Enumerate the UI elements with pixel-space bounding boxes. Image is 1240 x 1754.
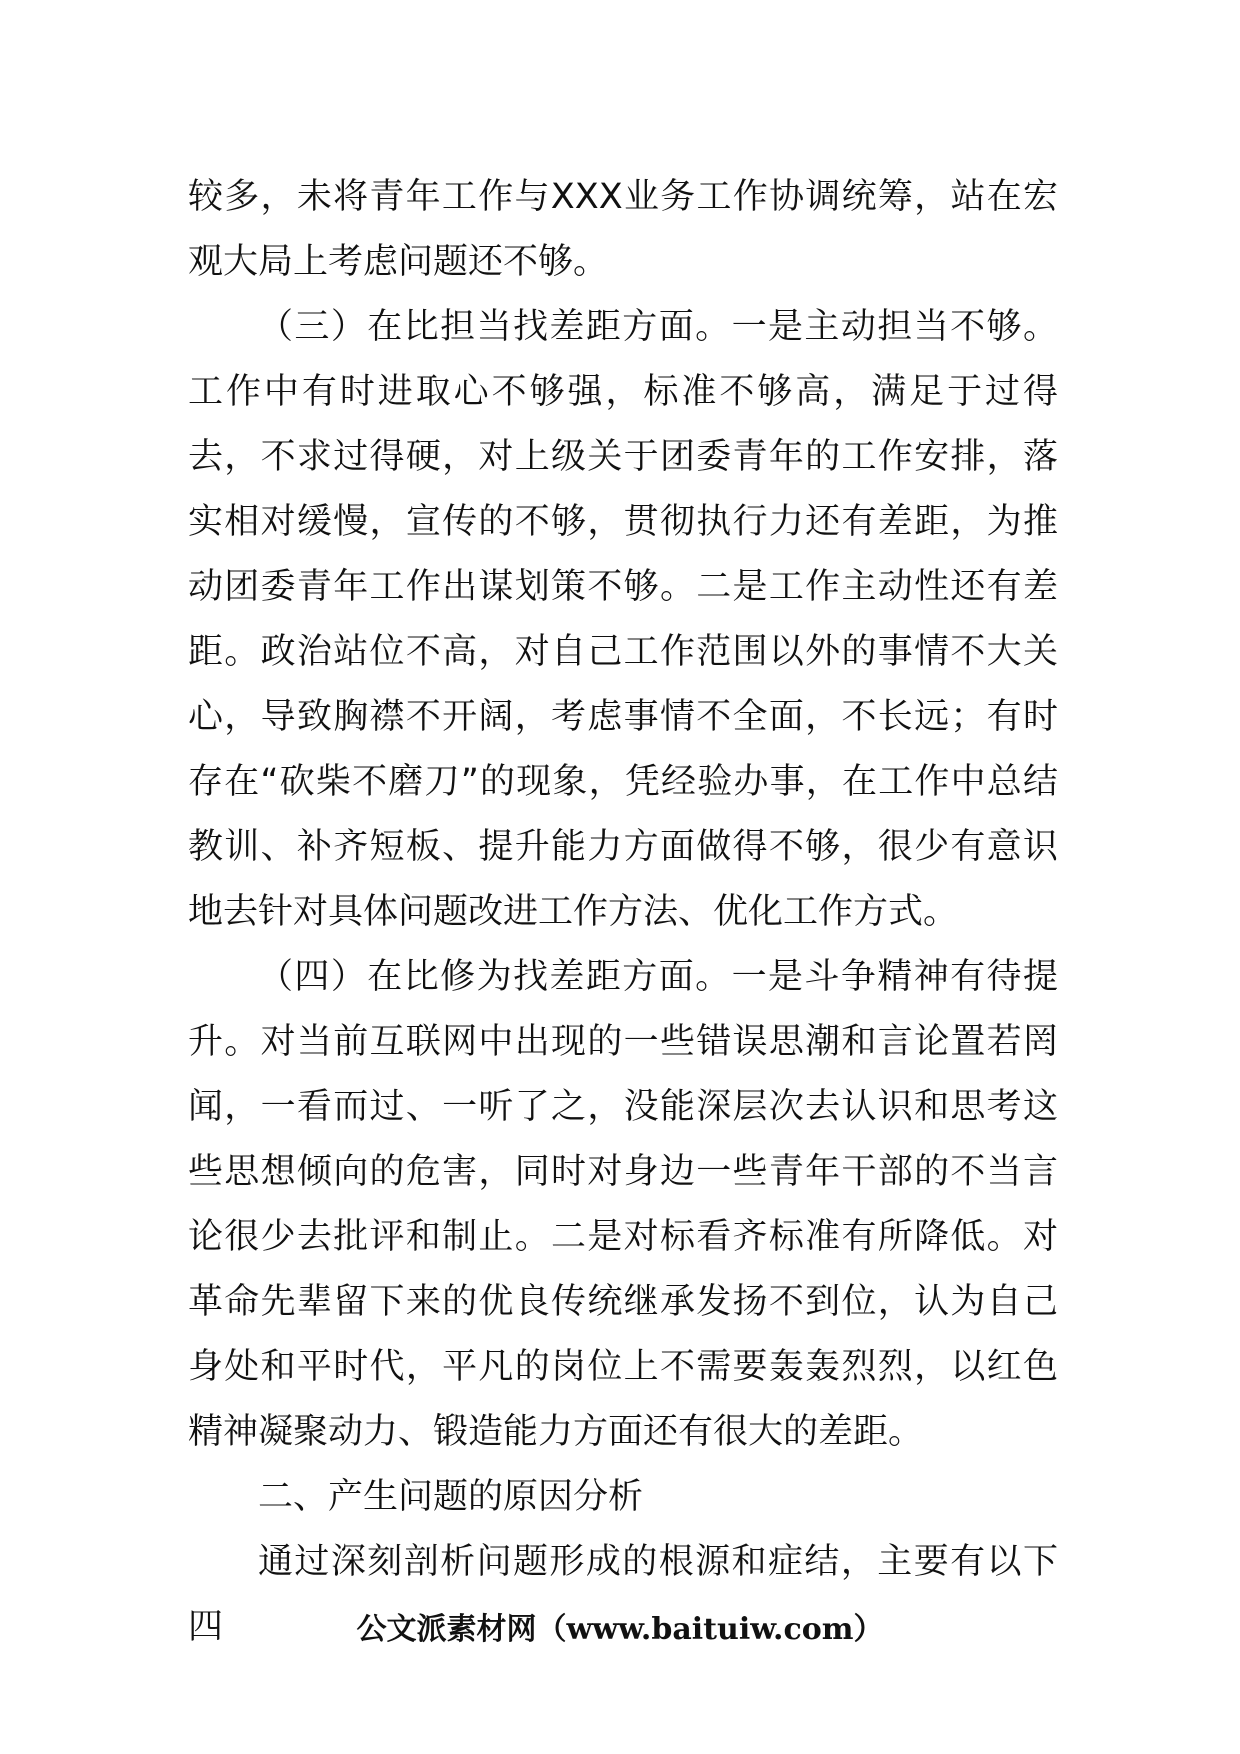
document-body [188,165,1058,1660]
paragraph-continuation: 较多，未将青年工作与XXX业务工作协调统筹，站在宏观大局上考虑问题还不够。 [188,177,1058,282]
section-heading-cause-analysis: 二、产生问题的原因分析 [258,1477,644,1517]
paragraph-section-three: （三）在比担当找差距方面。一是主动担当不够。工作中有时进取心不够强，标准不够高，满足于过得去，不求过得硬，对上级关于团委青年的工作安排，落实相对缓慢，宣传的不够，贯彻执行力还有差距，为推动团委青年工作出谋划策不够。二是工作主动性还有差距。政治站位不高，对自己工作范围以外的事情不大关心，导致胸襟不开阔，考虑事情不全面，不长远；有时存在“砍柴不磨刀”的现象，凭经验办事，在工作中总结教训、补齐短板、提升能力方面做得不够，很少有意识地去针对具体问题改进工作方法、优化工作方式。 [188,307,1058,932]
paragraph-cause-intro: 通过深刻剖析问题形成的根源和症结，主要有以下四 [188,1542,1058,1647]
footer-watermark: 公文派素材网（www.baituiw.com） [356,1612,884,1647]
paragraph-section-four: （四）在比修为找差距方面。一是斗争精神有待提升。对当前互联网中出现的一些错误思潮和言论置若罔闻，一看而过、一听了之，没能深层次去认识和思考这些思想倾向的危害，同时对身边一些青年干部的不当言论很少去批评和制止。二是对标看齐标准有所降低。对革命先辈留下来的优良传统继承发扬不到位，认为自己身处和平时代，平凡的岗位上不需要轰轰烈烈，以红色精神凝聚动力、锻造能力方面还有很大的差距。 [188,957,1058,1452]
